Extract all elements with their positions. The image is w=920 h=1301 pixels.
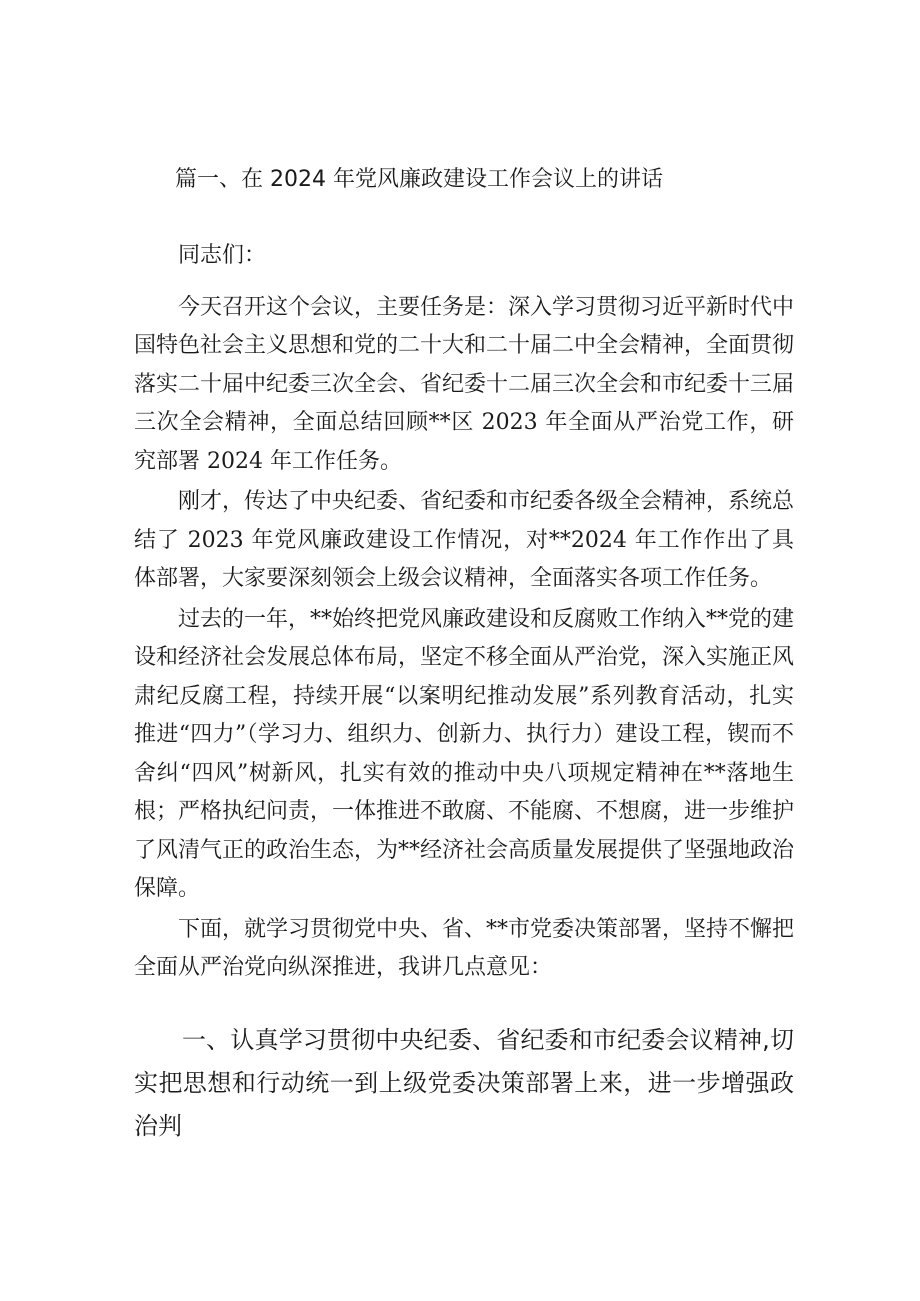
paragraph-past-year: 过去的一年，**始终把党风廉政建设和反腐败工作纳入**党的建设和经济社会发展总体布局，坚定不移全面从严治党，深入实施正风肃纪反腐工程，持续开展“以案明纪推动发展”系列教育活动，扎实推进“四力”（学习力、组织力、创新力、执行力）建设工程，锲而不舍纠“四风”树新风，扎实有效的推动中央八项规定精神在**落地生根；严格执纪问责，一体推进不敢腐、不能腐、不想腐，进一步维护了风清气正的政治生态，为**经济社会高质量发展提供了坚强地政治保障。 <box>134 606 795 901</box>
paragraph-opinions-intro: 下面，就学习贯彻党中央、省、**市党委决策部署，坚持不懈把全面从严治党向纵深推进，我讲几点意见： <box>134 916 795 980</box>
salutation: 同志们： <box>178 243 267 268</box>
section-heading-one: 一、认真学习贯彻中央纪委、省纪委和市纪委会议精神,切实把思想和行动统一到上级党委决策部署上来，进一步增强政治判 <box>134 1025 794 1140</box>
paragraph-meeting-summary: 刚才，传达了中央纪委、省纪委和市纪委各级全会精神，系统总结了 2023 年党风廉政建设工作情况，对**2024 年工作作出了具体部署，大家要深刻领会上级会议精神，全面落实各项工作任务。 <box>134 489 795 591</box>
paragraph-meeting-purpose: 今天召开这个会议，主要任务是：深入学习贯彻习近平新时代中国特色社会主义思想和党的二十大和二十届二中全会精神，全面贯彻落实二十届中纪委三次全会、省纪委十二届三次全会和市纪委十三届三次全会精神，全面总结回顾**区 2023 年全面从严治党工作，研究部署 2024 年工作任务。 <box>134 294 795 474</box>
document-title: 篇一、在 2024 年党风廉政建设工作会议上的讲话 <box>175 167 663 192</box>
document-body <box>134 237 794 1148</box>
